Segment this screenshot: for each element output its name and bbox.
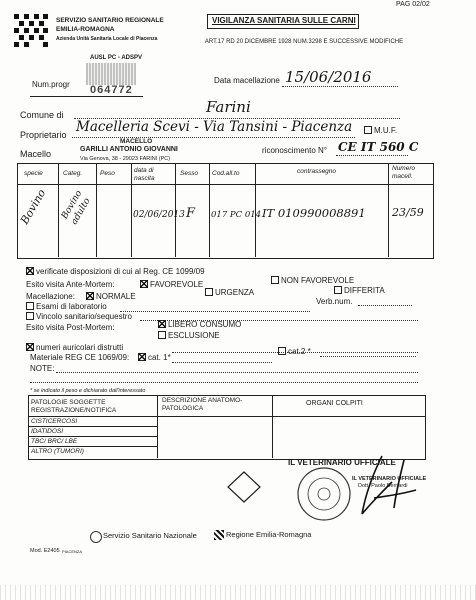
table-cell: IT 010990008891 <box>262 206 366 220</box>
normale-label: NORMALE <box>96 292 136 301</box>
auricolari-label: numeri auricolari distrutti <box>36 343 124 352</box>
org-line-1: SERVIZIO SANITARIO REGIONALE <box>56 17 164 24</box>
barcode-stamp <box>86 63 136 85</box>
table-header: Numero macell. <box>392 165 416 180</box>
macello-stamp-line-3: Via Genova, 38 - 29023 FARINI (PC) <box>80 156 171 162</box>
vet-stamp-line-1: IL VETERINARIO UFFICIALE <box>352 476 427 482</box>
table-cell: 23/59 <box>392 206 424 219</box>
macello-stamp-line-2: GARILLI ANTONIO GIOVANNI <box>80 146 178 153</box>
esami-checkbox[interactable] <box>26 302 34 310</box>
vincolo-checkbox[interactable] <box>26 312 34 320</box>
table-cell: Bovino adulto <box>60 188 93 227</box>
auricolari-checkbox[interactable] <box>26 343 34 351</box>
vincolo-label: Vincolo sanitario/sequestro <box>36 312 132 321</box>
table-header: Peso <box>100 170 115 177</box>
table-header: Categ. <box>63 170 83 177</box>
libero-consumo-label: LIBERO CONSUMO <box>168 320 242 329</box>
libero-consumo-checkbox[interactable] <box>158 320 166 328</box>
regione-logo-icon <box>214 530 224 540</box>
org-line-2: EMILIA-ROMAGNA <box>56 26 115 33</box>
macello-stamp-line-1: MACELLO <box>120 138 153 145</box>
favorevole-label: FAVOREVOLE <box>150 280 204 289</box>
macellazione-label: Macellazione: <box>26 292 75 301</box>
date-label: Data macellazione <box>214 76 280 85</box>
non-favorevole-label: NON FAVOREVOLE <box>281 276 355 285</box>
riconoscimento-label: riconoscimento N° <box>262 146 327 155</box>
patologie-col-1: PATOLOGIE SOGGETTE REGISTRAZIONE/NOTIFICA <box>31 399 117 414</box>
date-value: 15/06/2016 <box>285 68 372 86</box>
doc-title: VIGILANZA SANITARIA SULLE CARNI <box>212 16 356 25</box>
reg-checkbox[interactable] <box>26 267 34 275</box>
muf-checkbox[interactable] <box>364 126 372 134</box>
cat2-checkbox[interactable] <box>278 347 286 355</box>
table-header: Sesso <box>180 170 199 177</box>
non-favorevole-checkbox[interactable] <box>271 276 279 284</box>
table-cell: 02/06/2013 <box>133 210 185 220</box>
peso-note: * se indicato il peso e dichiarato dall'interessato <box>30 388 146 394</box>
table-header: specie <box>24 170 43 177</box>
proprietario-value: Macelleria Scevi - Via Tansini - Piacenza <box>76 119 353 135</box>
proprietario-label: Proprietario <box>20 130 67 140</box>
table-header: data di nascita <box>134 167 155 182</box>
favorevole-checkbox[interactable] <box>140 280 148 288</box>
reg-line: verificate disposizioni di cui al Reg. CE 1099/09 <box>36 267 205 276</box>
page-number: PAG 02/02 <box>396 1 430 8</box>
prog-number: 064772 <box>90 84 133 96</box>
esclusione-checkbox[interactable] <box>158 331 166 339</box>
patologia-row: CISTICERCOSI <box>31 418 78 425</box>
riconoscimento-value: CE IT 560 C <box>338 140 419 154</box>
macello-label: Macello <box>20 149 52 159</box>
regione-label: Regione Emilia-Romagna <box>226 530 312 539</box>
verb-label: Verb.num. <box>316 297 353 306</box>
table-cell: 017 PC 014 <box>211 210 262 220</box>
table-header: Cod.all.to <box>212 170 240 177</box>
muf-label: M.U.F. <box>374 126 398 135</box>
cat2-label: cat.2 * <box>288 347 311 356</box>
normale-checkbox[interactable] <box>86 292 94 300</box>
ssn-label: Servizio Sanitario Nazionale <box>103 531 197 540</box>
urgenza-label: URGENZA <box>215 288 255 297</box>
differita-label: DIFFERITA <box>344 286 385 295</box>
cat1-checkbox[interactable] <box>138 353 146 361</box>
table-cell: Bovino <box>18 186 49 227</box>
prog-label: Num.progr <box>32 80 70 89</box>
comune-label: Comune di <box>20 110 64 120</box>
patologia-row: ALTRO (TUMORI) <box>31 448 84 455</box>
org-line-3: Azienda Unità Sanitaria Locale di Piacenza <box>56 36 158 42</box>
table-header: contrassegno <box>297 168 337 175</box>
ante-label: Esito visita Ante-Mortem: <box>26 280 115 289</box>
ausl-stamp: AUSL PC - ADSPV <box>90 55 143 61</box>
mod-sub: PIACENZA <box>62 549 83 554</box>
note-label: NOTE: <box>30 364 55 373</box>
signature-icon <box>344 452 427 527</box>
vet-stamp-line-2: Dott. Paolo Bernardi <box>358 483 408 489</box>
diamond-mark-icon <box>226 470 262 509</box>
esami-label: Esami di laboratorio <box>36 302 107 311</box>
ssn-logo-icon <box>90 531 102 543</box>
esclusione-label: ESCLUSIONE <box>168 331 220 340</box>
comune-value: Farini <box>206 98 251 116</box>
materiale-label: Materiale REG CE 1069/09: <box>30 353 130 362</box>
region-logo-icon <box>12 12 50 48</box>
scan-noise-border <box>0 585 476 600</box>
cat1-label: cat. 1* <box>148 353 171 362</box>
urgenza-checkbox[interactable] <box>205 288 213 296</box>
table-cell: F <box>186 206 196 221</box>
veterinario-label: IL VETERINARIO UFFICIALE <box>288 458 396 467</box>
patologia-row: IDATIDOSI <box>31 428 64 435</box>
patologie-col-2: DESCRIZIONE ANATOMO-PATOLOGICA <box>162 397 243 412</box>
differita-checkbox[interactable] <box>334 286 342 294</box>
patologia-row: TBC/ BRC/ LBE <box>31 438 78 445</box>
law-reference: ART.17 RD 20 DICEMBRE 1928 NUM.3298 E SUCCESSIVE MODIFICHE <box>204 39 404 45</box>
post-label: Esito visita Post-Mortem: <box>26 323 115 332</box>
patologie-col-3: ORGANI COLPITI <box>306 400 363 407</box>
mod-label: Mod. E2405 <box>30 548 60 554</box>
